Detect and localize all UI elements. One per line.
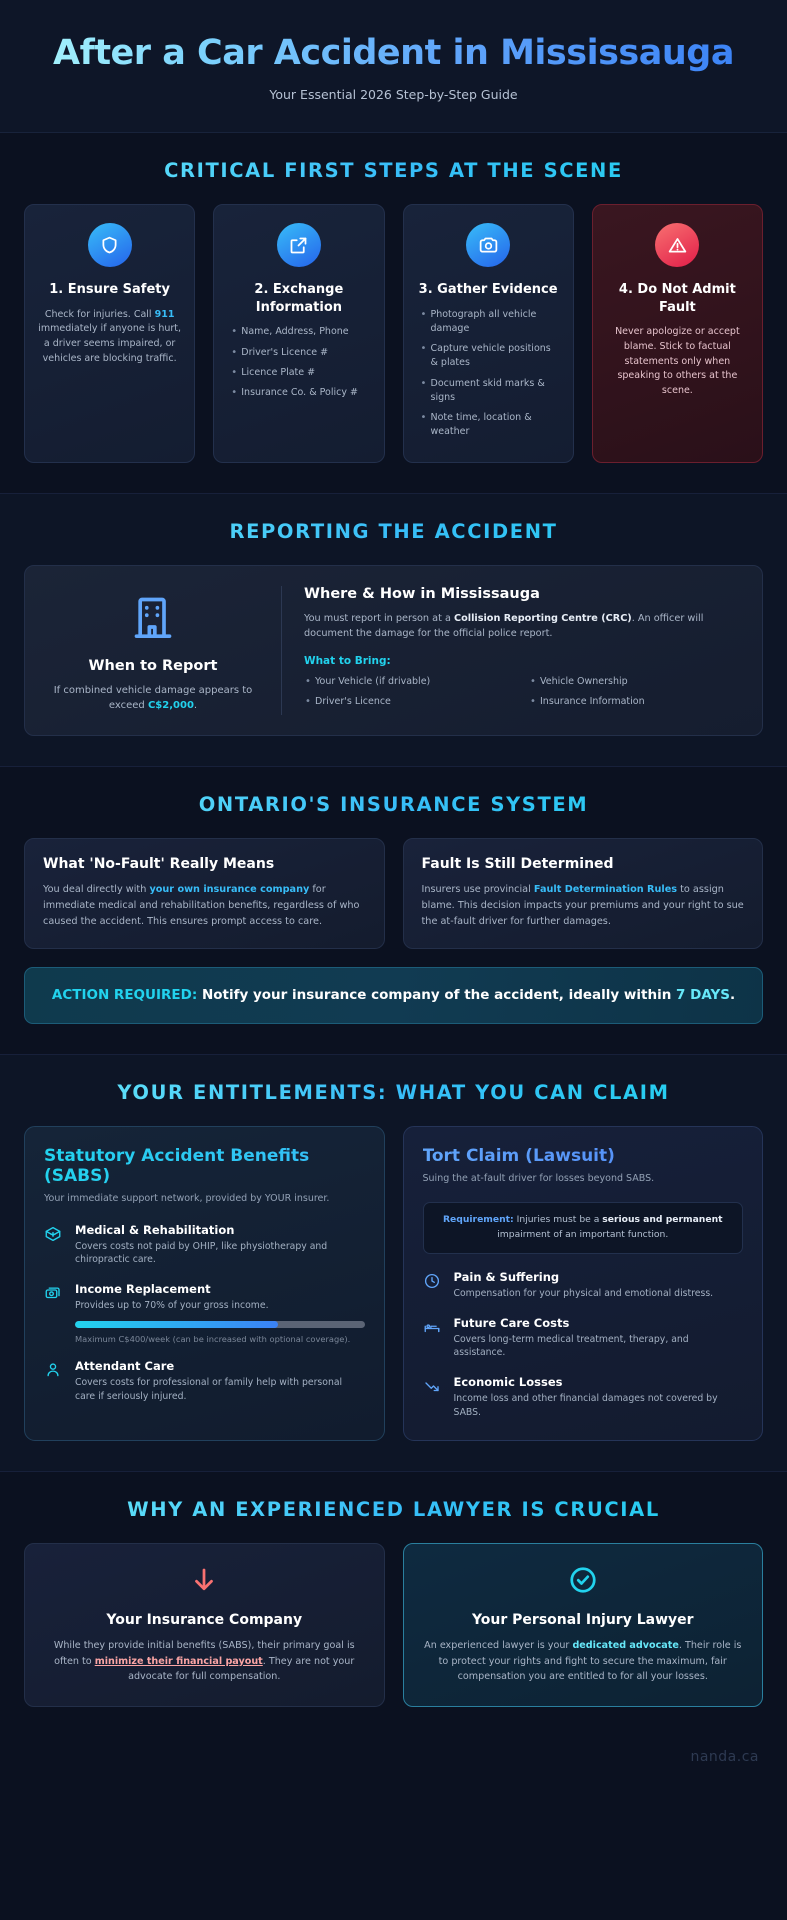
- sabs-subtitle: Your immediate support network, provided by YOUR insurer.: [44, 1193, 330, 1205]
- requirement-label: Requirement:: [442, 1214, 514, 1226]
- list-item: • Insurance Co. & Policy #: [230, 386, 371, 400]
- reporting-panel: [24, 565, 763, 737]
- benefit-income-replacement: [44, 1282, 365, 1344]
- report-threshold-amount: C$2,000: [147, 700, 194, 712]
- sabs-title: Statutory Accident Benefits (SABS): [44, 1146, 365, 1187]
- income-replacement-progress: [75, 1321, 365, 1328]
- money-icon: [44, 1282, 64, 1344]
- section-lawyer: [0, 1472, 787, 1737]
- page-subtitle: Your Essential 2026 Step-by-Step Guide: [269, 87, 518, 103]
- tort-title: Tort Claim (Lawsuit): [423, 1146, 744, 1166]
- check-circle-icon: [422, 1564, 745, 1600]
- steps-grid: [24, 204, 763, 463]
- clock-icon: [423, 1270, 443, 1301]
- benefit-title: Pain & Suffering: [453, 1269, 560, 1284]
- step-title: 4. Do Not Admit Fault: [618, 282, 736, 315]
- arrow-down-icon: [43, 1564, 366, 1600]
- list-item: • Name, Address, Phone: [230, 325, 371, 339]
- benefit-future-care-costs: [423, 1316, 744, 1361]
- card-sabs: [24, 1126, 385, 1442]
- section-title-entitlements: YOUR ENTITLEMENTS: WHAT YOU CAN CLAIM: [24, 1081, 763, 1104]
- action-required-text: Notify your insurance company of the accident, ideally within: [197, 987, 677, 1004]
- person-icon: [44, 1359, 64, 1404]
- card-text: An experienced lawyer is your dedicated advocate. Their role is to protect your rights and fight to secure the maximum, fair compensation you are entitled to for all your losses.: [424, 1640, 742, 1682]
- benefit-text: Covers long-term medical treatment, therapy, and assistance.: [453, 1333, 689, 1359]
- step-list: [416, 308, 561, 440]
- what-to-bring-right: [529, 675, 740, 716]
- benefit-title: Income Replacement: [75, 1282, 211, 1297]
- benefit-title: Future Care Costs: [453, 1315, 570, 1330]
- when-to-report-text: If combined vehicle damage appears to exceed C$2,000.: [53, 684, 253, 712]
- trend-down-icon: [423, 1375, 443, 1420]
- list-item: • Licence Plate #: [230, 366, 371, 380]
- section-title-reporting: REPORTING THE ACCIDENT: [24, 520, 763, 543]
- list-item: • Driver's Licence: [304, 695, 515, 709]
- benefit-pain-suffering: [423, 1270, 744, 1301]
- where-how-text: You must report in person at a Collision Reporting Centre (CRC). An officer will document the damage for the official police report.: [304, 612, 704, 640]
- list-item: • Insurance Information: [529, 695, 740, 709]
- benefit-title: Economic Losses: [453, 1375, 563, 1390]
- what-to-bring-left: [304, 675, 515, 716]
- step-card-do-not-admit-fault: [592, 204, 763, 463]
- tort-subtitle: Suing the at-fault driver for losses beyond SABS.: [422, 1172, 655, 1184]
- card-title: Fault Is Still Determined: [421, 856, 614, 873]
- card-insurance-company: [24, 1543, 385, 1707]
- requirement-highlight: serious and permanent: [602, 1214, 723, 1226]
- hero-header: [0, 0, 787, 133]
- benefit-text: Compensation for your physical and emotional distress.: [453, 1287, 714, 1299]
- step-title: 3. Gather Evidence: [418, 282, 558, 298]
- list-item: • Capture vehicle positions & plates: [420, 342, 561, 371]
- card-no-fault: [24, 838, 385, 949]
- list-item: • Vehicle Ownership: [529, 675, 740, 689]
- step-title: 1. Ensure Safety: [49, 282, 170, 298]
- benefit-text: Income loss and other financial damages not covered by SABS.: [453, 1393, 718, 1419]
- step-card-ensure-safety: [24, 204, 195, 463]
- camera-icon: [466, 223, 510, 267]
- step-card-exchange-information: [213, 204, 384, 463]
- benefit-text: Covers costs not paid by OHIP, like physiotherapy and chiropractic care.: [75, 1240, 328, 1266]
- card-personal-injury-lawyer: [403, 1543, 764, 1707]
- benefit-attendant-care: [44, 1359, 365, 1404]
- when-to-report-title: When to Report: [88, 657, 218, 674]
- card-text: You deal directly with your own insurance company for immediate medical and rehabilitation benefits, regardless of who caused the accident. This ensures prompt access to care.: [43, 884, 360, 928]
- highlight-phrase: dedicated advocate: [572, 1640, 679, 1652]
- medical-box-icon: [44, 1223, 64, 1268]
- exchange-icon: [277, 223, 321, 267]
- step-card-gather-evidence: [403, 204, 574, 463]
- section-title-lawyer: WHY AN EXPERIENCED LAWYER IS CRUCIAL: [24, 1498, 763, 1521]
- watermark: nanda.ca: [690, 1749, 759, 1766]
- benefit-economic-losses: [423, 1375, 744, 1420]
- step-list: [226, 325, 371, 400]
- emergency-number: 911: [154, 308, 175, 320]
- card-tort-claim: [403, 1126, 764, 1442]
- tort-requirement-box: Requirement: Injuries must be a serious and permanent impairment of an important function.: [423, 1202, 744, 1253]
- benefit-medical-rehabilitation: [44, 1223, 365, 1268]
- highlight-phrase: Fault Determination Rules: [533, 884, 678, 896]
- list-item: • Driver's Licence #: [230, 346, 371, 360]
- when-to-report-block: [47, 586, 259, 716]
- benefit-title: Attendant Care: [75, 1359, 175, 1374]
- crc-term: Collision Reporting Centre (CRC): [453, 612, 632, 624]
- card-text: Insurers use provincial Fault Determination Rules to assign blame. This decision impacts your premiums and your right to sue the at-fault driver for further damages.: [421, 884, 744, 928]
- what-to-bring-lists: [304, 675, 740, 716]
- section-first-steps: [0, 133, 787, 494]
- card-title: Your Personal Injury Lawyer: [471, 1612, 694, 1629]
- highlight-phrase: your own insurance company: [149, 884, 310, 896]
- building-icon: [131, 625, 175, 644]
- card-title: Your Insurance Company: [106, 1612, 303, 1629]
- step-text: Never apologize or accept blame. Stick to factual statements only when speaking to others at the scene.: [615, 326, 740, 397]
- card-title: What 'No-Fault' Really Means: [43, 856, 275, 873]
- benefit-title: Medical & Rehabilitation: [75, 1222, 235, 1237]
- list-item: • Your Vehicle (if drivable): [304, 675, 515, 689]
- progress-fill: [75, 1321, 278, 1328]
- hospital-bed-icon: [423, 1316, 443, 1361]
- section-entitlements: [0, 1055, 787, 1473]
- step-title: 2. Exchange Information: [254, 282, 344, 315]
- action-required-deadline: 7 DAYS: [676, 987, 730, 1004]
- highlight-phrase: minimize their financial payout: [94, 1655, 263, 1667]
- warning-icon: [655, 223, 699, 267]
- list-item: • Photograph all vehicle damage: [420, 308, 561, 337]
- page-title: After a Car Accident in Mississauga: [40, 34, 747, 73]
- action-required-banner: ACTION REQUIRED: Notify your insurance company of the accident, ideally within 7 DAYS.: [24, 967, 763, 1023]
- section-insurance-system: [0, 767, 787, 1054]
- action-required-label: ACTION REQUIRED:: [51, 987, 198, 1004]
- card-fault-determined: [403, 838, 764, 949]
- step-text: Check for injuries. Call 911 immediately if anyone is hurt, a driver seems impaired, or vehicles are blocking traffic.: [38, 308, 182, 364]
- list-item: • Document skid marks & signs: [420, 377, 561, 406]
- where-how-block: [281, 586, 740, 716]
- section-title-insurance: ONTARIO'S INSURANCE SYSTEM: [24, 793, 763, 816]
- card-text: While they provide initial benefits (SABS), their primary goal is often to minimize their financial payout. They are not your advocate for full compensation.: [53, 1640, 355, 1682]
- where-how-title: Where & How in Mississauga: [304, 585, 540, 602]
- insurance-cards: [24, 838, 763, 949]
- benefit-text: Covers costs for professional or family help with personal care if seriously injured.: [75, 1377, 343, 1403]
- lawyer-cards: [24, 1543, 763, 1707]
- section-reporting: [0, 494, 787, 768]
- benefit-text: Provides up to 70% of your gross income.: [75, 1300, 269, 1312]
- income-replacement-note: Maximum C$400/week (can be increased with optional coverage).: [75, 1334, 351, 1345]
- shield-icon: [88, 223, 132, 267]
- section-title-first-steps: CRITICAL FIRST STEPS AT THE SCENE: [24, 159, 763, 182]
- entitlement-cards: [24, 1126, 763, 1442]
- list-item: • Note time, location & weather: [420, 411, 561, 440]
- what-to-bring-label: What to Bring:: [304, 654, 391, 667]
